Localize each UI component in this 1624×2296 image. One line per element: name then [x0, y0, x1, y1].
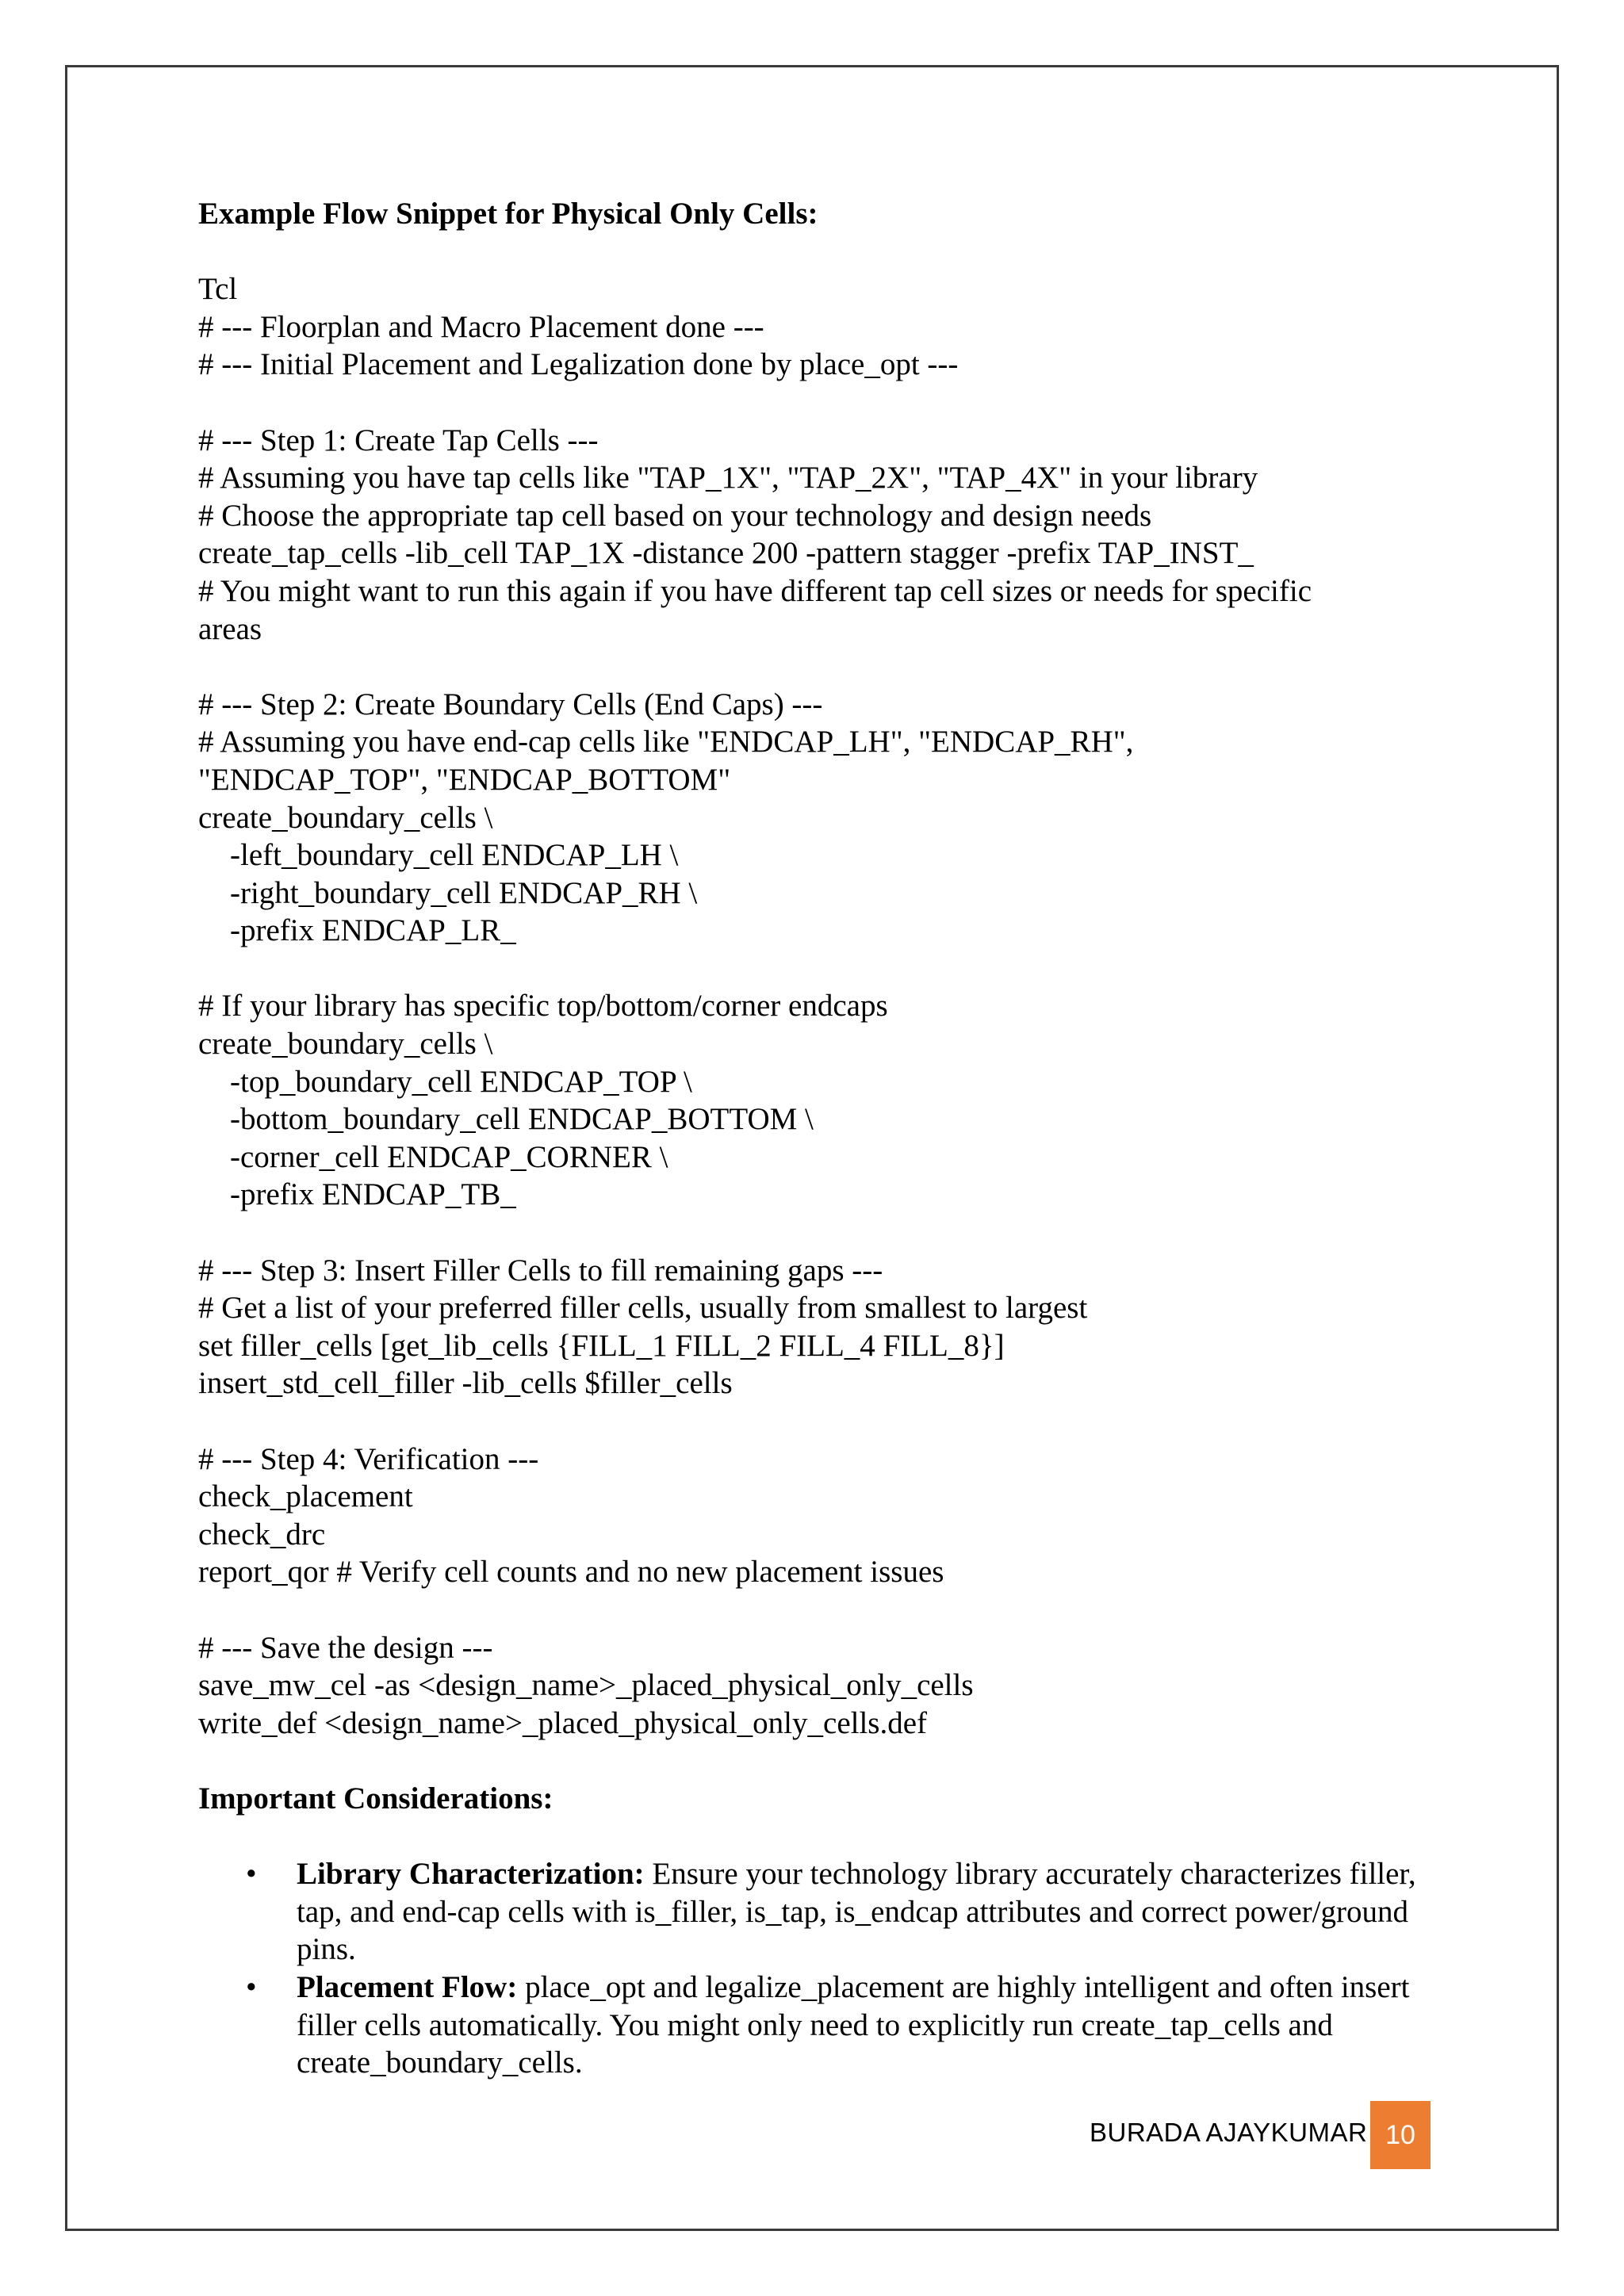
page-number: 10 — [1385, 2119, 1415, 2150]
code-line: # --- Floorplan and Macro Placement done --- — [198, 309, 764, 344]
blank-line — [198, 1214, 1467, 1252]
code-line: -prefix ENDCAP_LR_ — [230, 913, 516, 948]
bullet-icon: • — [246, 1969, 257, 2004]
code-line: write_def <design_name>_placed_physical_only_cells.def — [198, 1705, 928, 1740]
code-line: -top_boundary_cell ENDCAP_TOP \ — [230, 1064, 692, 1099]
code-line: # --- Step 1: Create Tap Cells --- — [198, 423, 599, 457]
code-line: set filler_cells [get_lib_cells {FILL_1 FILL_2 FILL_4 FILL_8}] — [198, 1328, 1005, 1363]
code-line: -left_boundary_cell ENDCAP_LH \ — [230, 838, 679, 873]
bullet-text: Ensure your technology library accurately characterizes filler, tap, and end-cap cells with is_filler, is_tap, is_endcap attributes and correct power/ground pins. — [297, 1857, 1416, 1967]
code-line: report_qor # Verify cell counts and no new placement issues — [198, 1555, 944, 1590]
blank-line — [198, 1402, 1467, 1441]
blank-line — [198, 950, 1467, 988]
bullet-title: Library Characterization: — [297, 1857, 645, 1892]
code-line: create_boundary_cells \ — [198, 800, 493, 835]
code-line: -corner_cell ENDCAP_CORNER \ — [230, 1139, 668, 1174]
code-line: # --- Initial Placement and Legalization done by place_opt --- — [198, 347, 959, 382]
code-line: check_placement — [198, 1479, 413, 1514]
code-line: -bottom_boundary_cell ENDCAP_BOTTOM \ — [230, 1102, 814, 1137]
section-title: Example Flow Snippet for Physical Only Cells: — [198, 197, 818, 231]
footer-author: BURADA AJAYKUMAR — [1090, 2118, 1368, 2147]
code-line: -prefix ENDCAP_TB_ — [230, 1177, 516, 1212]
code-line: create_boundary_cells \ — [198, 1027, 493, 1062]
code-line: areas — [198, 611, 262, 646]
code-line: # Assuming you have end-cap cells like "ENDCAP_LH", "ENDCAP_RH", — [198, 725, 1134, 760]
code-line: # Get a list of your preferred filler cells, usually from smallest to largest — [198, 1291, 1088, 1326]
code-line: create_tap_cells -lib_cell TAP_1X -distance 200 -pattern stagger -prefix TAP_INST_ — [198, 536, 1254, 571]
code-line: # --- Step 4: Verification --- — [198, 1441, 539, 1476]
code-line: check_drc — [198, 1517, 326, 1552]
document-body — [198, 195, 1467, 2082]
bullet-text: place_opt and legalize_placement are highly intelligent and often insert filler cells automatically. You might only need to explicitly run create_tap_cells and create_boundary_cells. — [297, 1969, 1410, 2080]
code-line: # You might want to run this again if you have different tap cell sizes or needs for specific — [198, 573, 1312, 608]
code-line: insert_std_cell_filler -lib_cells $filler_cells — [198, 1366, 733, 1401]
code-line: # Assuming you have tap cells like "TAP_1X", "TAP_2X", "TAP_4X" in your library — [198, 461, 1258, 496]
list-item — [198, 1855, 1467, 1969]
code-line: # If your library has specific top/bottom/corner endcaps — [198, 989, 888, 1024]
bullet-icon: • — [246, 1857, 257, 1892]
considerations-list — [198, 1855, 1467, 2082]
code-line: -right_boundary_cell ENDCAP_RH \ — [230, 875, 698, 910]
blank-line — [198, 384, 1467, 422]
bullet-title: Placement Flow: — [297, 1969, 518, 2004]
list-item — [198, 1969, 1467, 2082]
code-line: "ENDCAP_TOP", "ENDCAP_BOTTOM" — [198, 762, 731, 797]
code-snippet — [198, 270, 1467, 1742]
code-line: Tcl — [198, 272, 238, 307]
considerations-title: Important Considerations: — [198, 1781, 553, 1816]
code-line: # --- Step 3: Insert Filler Cells to fill remaining gaps --- — [198, 1253, 883, 1288]
page-number-badge — [1370, 2101, 1431, 2169]
code-line: # --- Step 2: Create Boundary Cells (End Caps) --- — [198, 687, 823, 721]
code-line: save_mw_cel -as <design_name>_placed_physical_only_cells — [198, 1668, 974, 1703]
code-line: # Choose the appropriate tap cell based on your technology and design needs — [198, 498, 1152, 533]
blank-line — [198, 1591, 1467, 1629]
code-line: # --- Save the design --- — [198, 1630, 493, 1665]
blank-line — [198, 648, 1467, 686]
